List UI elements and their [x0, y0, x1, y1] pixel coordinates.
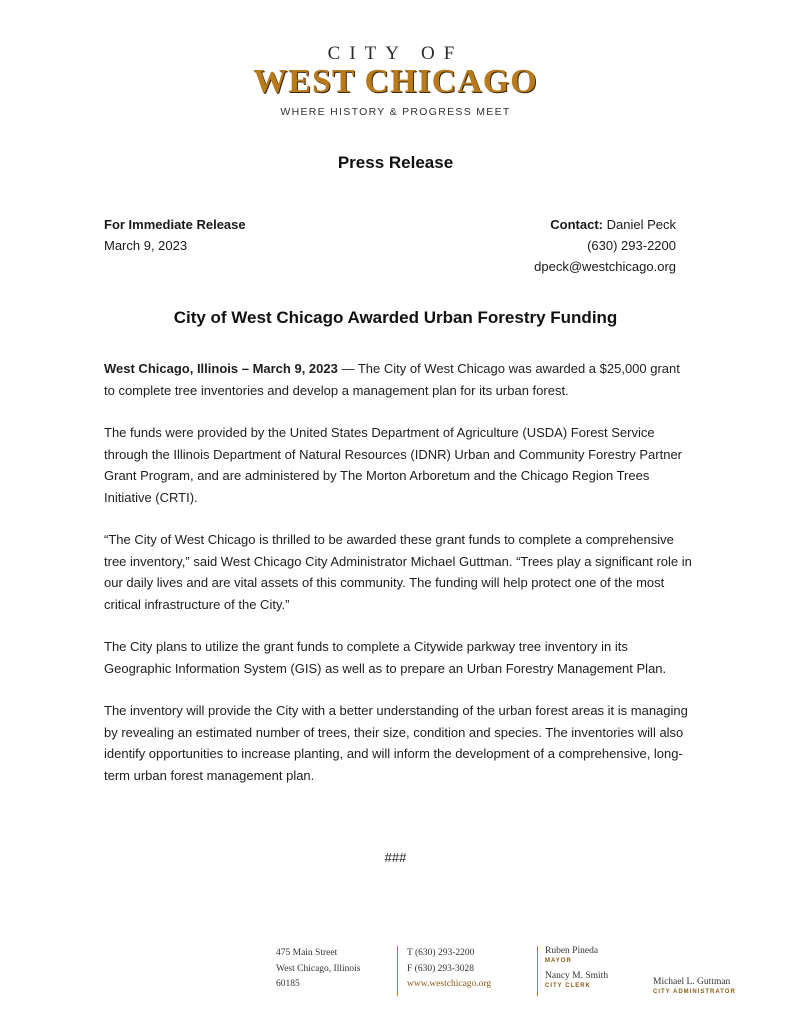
- contact-phone: (630) 293-2200: [587, 238, 676, 253]
- paragraph-5: The inventory will provide the City with a better understanding of the urban forest areas it is managing by revealing an estimated number of trees, their size, condition and species. The inventories will also identify opportunities to increase planting, and will inform the development of a comprehensive, long-term urban forest management plan.: [104, 703, 688, 783]
- mayor-title: MAYOR: [545, 958, 572, 964]
- contact-email: dpeck@westchicago.org: [534, 259, 676, 274]
- logo-name: WEST CHICAGO: [253, 63, 538, 100]
- clerk-name: Nancy M. Smith: [545, 971, 609, 981]
- address-line-2: West Chicago, Illinois: [276, 963, 361, 974]
- footer-officials: [545, 946, 608, 996]
- address-line-1: 475 Main Street: [276, 948, 338, 958]
- footer-divider: [537, 946, 538, 996]
- paragraph-1-text: — The City of West Chicago was awarded a $25,000 grant to complete tree inventories and develop a management plan for its urban forest.: [104, 361, 680, 398]
- mayor-name: Ruben Pineda: [545, 946, 599, 956]
- city-logo: [0, 44, 791, 118]
- press-release-title: Press Release: [337, 153, 454, 172]
- logo-city-of: CITY OF: [327, 43, 464, 64]
- logo-tagline: WHERE HISTORY & PROGRESS MEET: [280, 106, 511, 118]
- footer-website: www.westchicago.org: [407, 979, 492, 989]
- footer-address: [276, 946, 360, 993]
- footer-fax: F (630) 293-3028: [407, 963, 475, 974]
- end-mark: ###: [384, 850, 407, 865]
- paragraph-1: [104, 358, 694, 401]
- paragraph-4: The City plans to utilize the grant funds to complete a Citywide parkway tree inventory in its Geographic Information System (GIS) as well as to prepare an Urban Forestry Management Plan.: [104, 639, 667, 676]
- footer-divider: [397, 946, 398, 996]
- administrator-title: CITY ADMINISTRATOR: [653, 989, 736, 995]
- footer-phone: T (630) 293-2200: [407, 948, 475, 958]
- official-clerk: [545, 971, 608, 990]
- paragraph-3: “The City of West Chicago is thrilled to be awarded these grant funds to complete a comprehensive tree inventory,” said West Chicago City Administrator Michael Guttman. “Trees play a significant role in our daily lives and are vital assets of this community. The funding will help protect one of the most critical infrastructure of the City.”: [104, 532, 692, 612]
- official-administrator: [653, 977, 736, 996]
- release-info: [104, 214, 246, 256]
- contact-info: [534, 214, 676, 277]
- clerk-title: CITY CLERK: [545, 983, 591, 989]
- administrator-name: Michael L. Guttman: [653, 977, 731, 987]
- contact-label: Contact:: [550, 217, 603, 232]
- dateline: West Chicago, Illinois – March 9, 2023: [104, 361, 338, 376]
- contact-name: Daniel Peck: [606, 217, 676, 232]
- official-mayor: [545, 946, 608, 965]
- address-line-3: 60185: [276, 979, 300, 989]
- paragraph-2: The funds were provided by the United States Department of Agriculture (USDA) Forest Service through the Illinois Department of Natural Resources (IDNR) Urban and Community Forestry Partner Grant Program, and are administered by The Morton Arboretum and the Chicago Region Trees Initiative (CRTI).: [104, 425, 683, 505]
- article-body: [104, 358, 694, 807]
- release-date: March 9, 2023: [104, 238, 188, 253]
- release-label: For Immediate Release: [104, 217, 246, 232]
- headline: City of West Chicago Awarded Urban Forestry Funding: [173, 308, 618, 327]
- footer-contact: [407, 946, 491, 993]
